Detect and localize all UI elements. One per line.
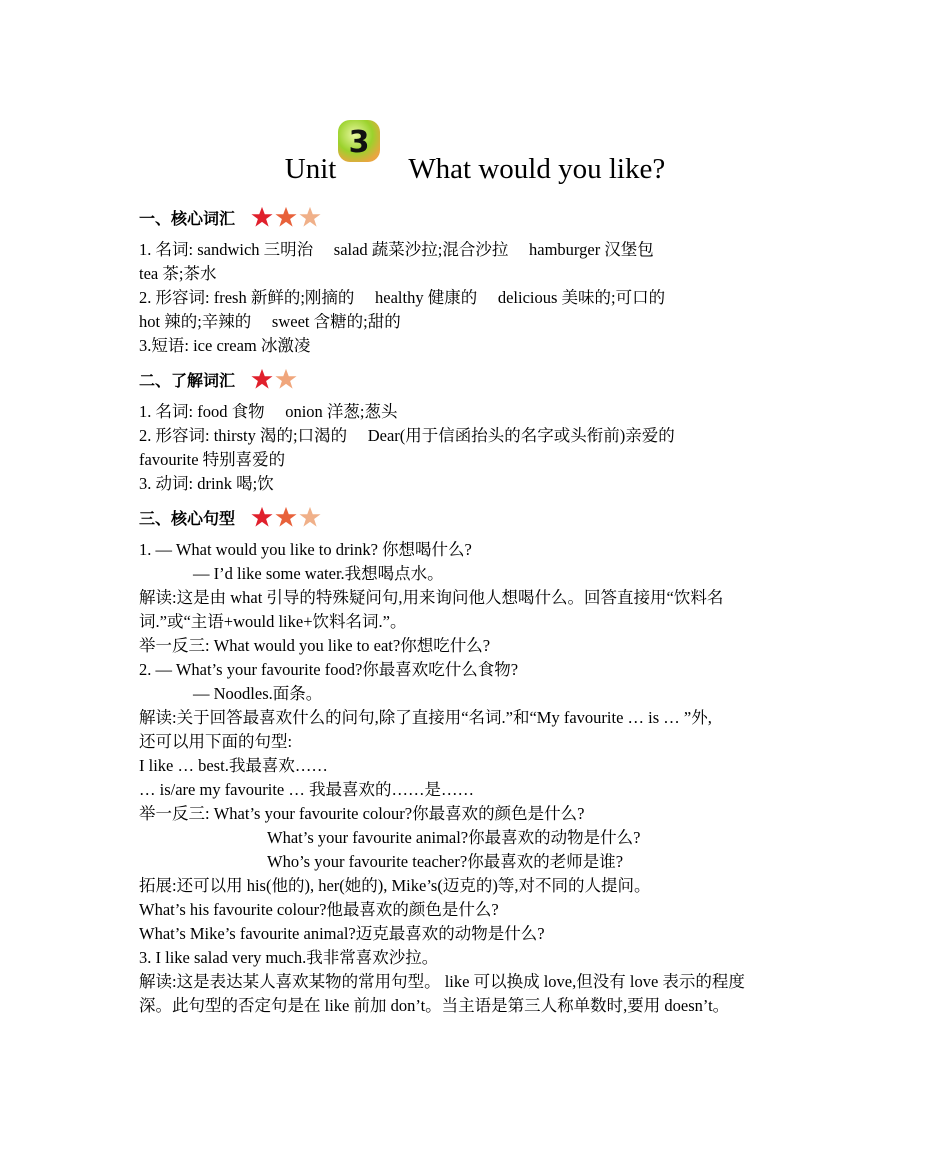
text-line: tea 茶;茶水 (139, 264, 217, 283)
text-line: favourite 特别喜爱的 (139, 450, 286, 469)
text-line: 2. 形容词: fresh 新鲜的;刚摘的 healthy 健康的 delicious 美味的;可口的 (139, 288, 666, 307)
star-icon (251, 368, 273, 390)
text-line: 3.短语: ice cream 冰激凌 (139, 336, 311, 355)
text-line: 解读:这是由 what 引导的特殊疑问句,用来询问他人想喝什么。回答直接用“饮料名 (139, 588, 724, 607)
text-line: 1. — What would you like to drink? 你想喝什么? (139, 540, 472, 559)
text-line: hot 辣的;辛辣的 sweet 含糖的;甜的 (139, 312, 401, 331)
text-line: I like … best.我最喜欢…… (139, 756, 328, 775)
text-line: What’s your favourite animal?你最喜欢的动物是什么? (267, 828, 641, 847)
page-title (0, 118, 950, 204)
text-line: 举一反三: What’s your favourite colour?你最喜欢的颜色是什么? (139, 804, 585, 823)
text-line: 词.”或“主语+would like+饮料名词.”。 (139, 612, 407, 631)
text-line: 举一反三: What would you like to eat?你想吃什么? (139, 636, 491, 655)
star-icon (251, 206, 273, 228)
text-line: — Noodles.面条。 (193, 684, 323, 703)
text-line: 拓展:还可以用 his(他的), her(她的), Mike’s(迈克的)等,对不同的人提问。 (139, 876, 651, 895)
section-heading-extra-vocabulary (139, 364, 819, 394)
title-unit: Unit (284, 153, 337, 185)
badge-icon (336, 118, 382, 164)
unit-number-badge (336, 118, 382, 164)
text-line: … is/are my favourite … 我最喜欢的……是…… (139, 780, 474, 799)
text-line: 2. — What’s your favourite food?你最喜欢吃什么食物? (139, 660, 519, 679)
text-line: 3. I like salad very much.我非常喜欢沙拉。 (139, 948, 439, 967)
text-line: 3. 动词: drink 喝;饮 (139, 474, 274, 493)
text-line: 1. 名词: food 食物 onion 洋葱;葱头 (139, 402, 398, 421)
text-line: What’s his favourite colour?他最喜欢的颜色是什么? (139, 900, 499, 919)
star-icon (251, 506, 273, 528)
section-heading-core-vocabulary (139, 202, 819, 232)
text-line: 解读:关于回答最喜欢什么的问句,除了直接用“名词.”和“My favourite … is … ”外, (139, 708, 712, 727)
text-line: 2. 形容词: thirsty 渴的;口渴的 Dear(用于信函抬头的名字或头衔前)亲爱的 (139, 426, 675, 445)
rating-stars (251, 368, 297, 390)
star-icon (299, 206, 321, 228)
star-icon (275, 368, 297, 390)
rating-stars (251, 206, 321, 228)
text-line: 还可以用下面的句型: (139, 732, 293, 751)
section-heading-core-sentences (139, 502, 819, 532)
text-line: 1. 名词: sandwich 三明治 salad 蔬菜沙拉;混合沙拉 hamburger 汉堡包 (139, 240, 654, 259)
star-icon (275, 506, 297, 528)
document-body (139, 200, 819, 1018)
text-line: — I’d like some water.我想喝点水。 (193, 564, 444, 583)
text-line: What’s Mike’s favourite animal?迈克最喜欢的动物是什么? (139, 924, 545, 943)
section-heading-text: 二、了解词汇 (139, 370, 236, 390)
text-line: 深。此句型的否定句是在 like 前加 don’t。当主语是第三人称单数时,要用 doesn’t。 (139, 996, 730, 1015)
section-heading-text: 一、核心词汇 (139, 208, 236, 228)
star-icon (275, 206, 297, 228)
text-line: 解读:这是表达某人喜欢某物的常用句型。 like 可以换成 love,但没有 love 表示的程度 (139, 972, 745, 991)
rating-stars (251, 506, 321, 528)
section-heading-text: 三、核心句型 (139, 508, 236, 528)
title-subtitle: What would you like? (408, 153, 666, 185)
text-line: Who’s your favourite teacher?你最喜欢的老师是谁? (267, 852, 624, 871)
star-icon (299, 506, 321, 528)
badge-number: 3 (348, 125, 370, 160)
